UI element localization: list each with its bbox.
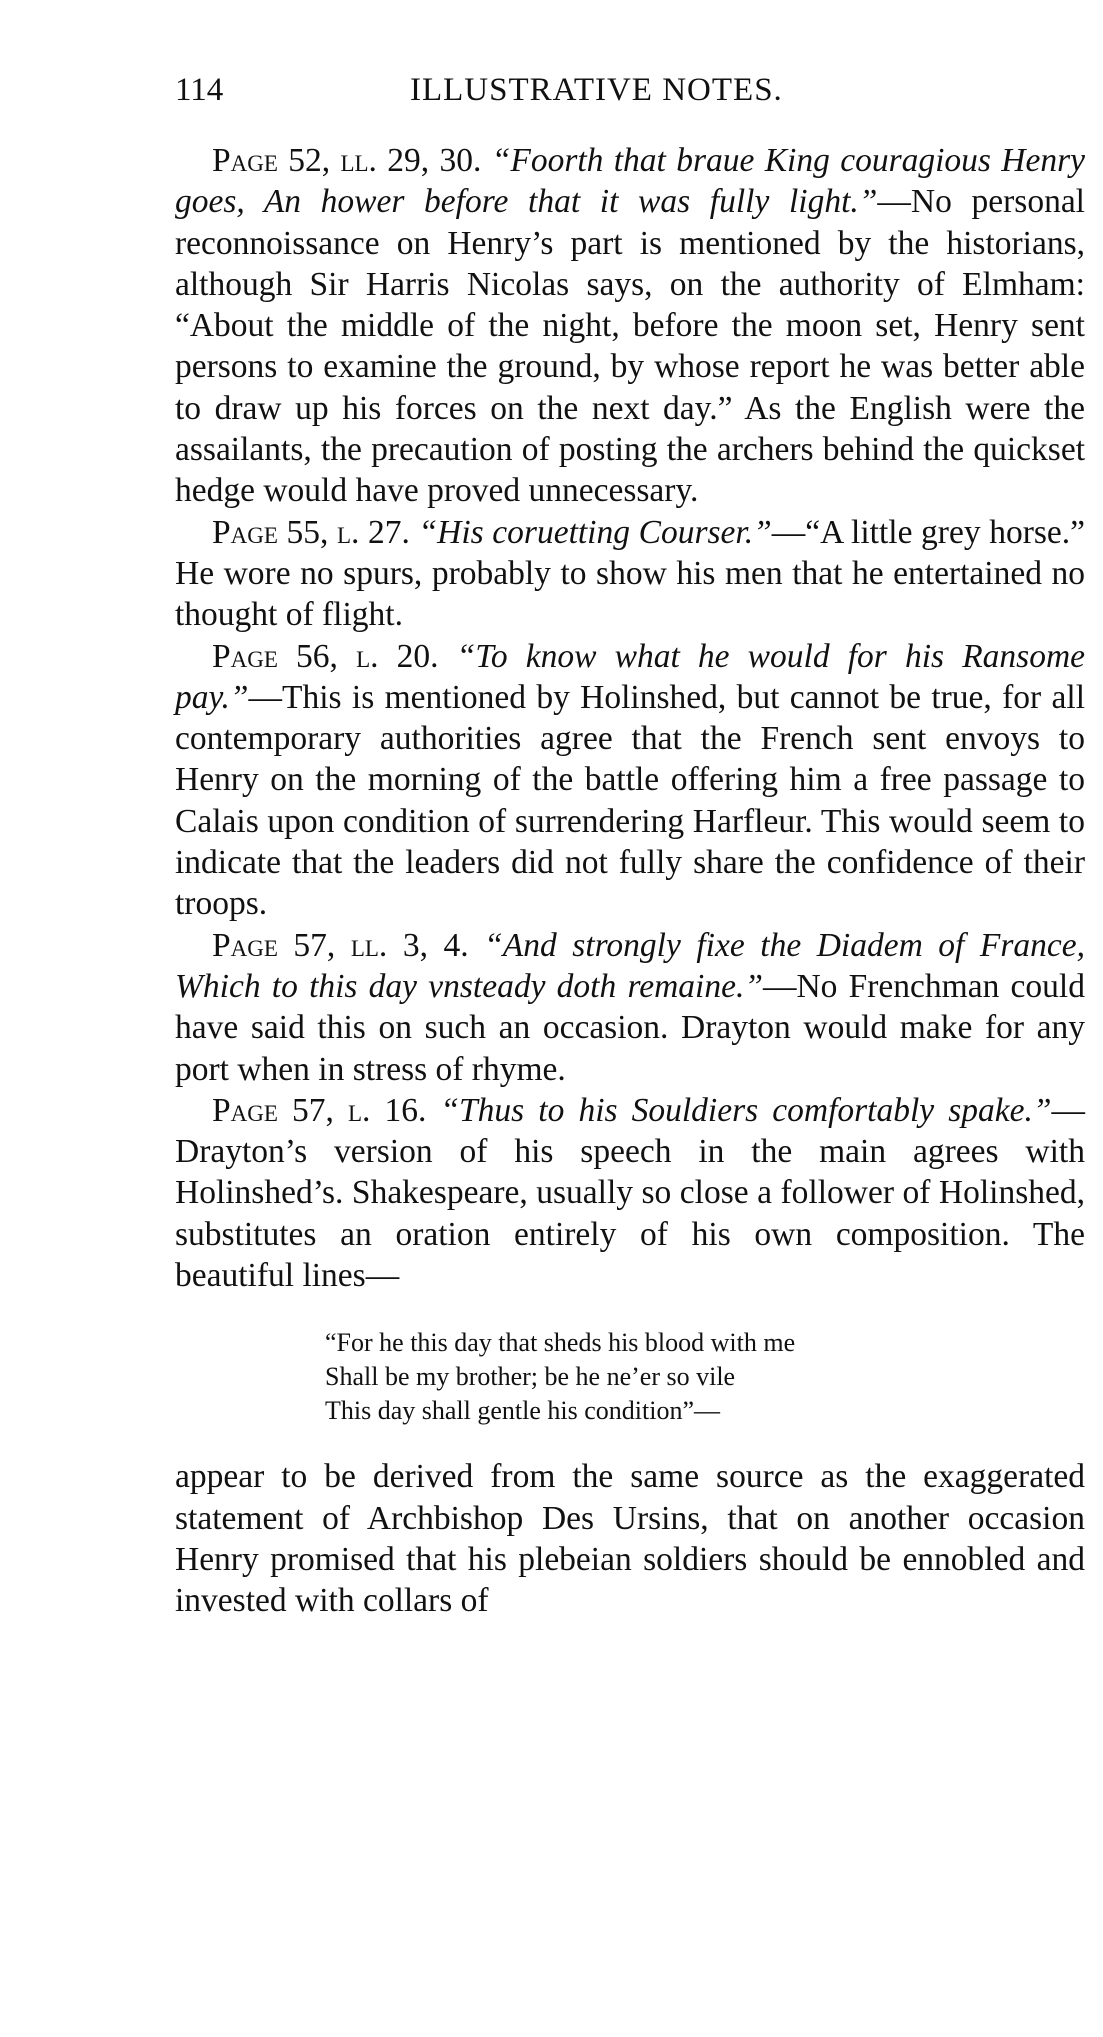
note-quote: “His coruetting Courser.” bbox=[418, 513, 772, 551]
page-body bbox=[175, 140, 1085, 1622]
note-paragraph bbox=[175, 1090, 1085, 1296]
note-reference: Page 52, ll. 29, 30. bbox=[212, 142, 482, 179]
note-quote: “And strongly fixe the Diadem of France, Which to this day vnsteady doth remaine.” bbox=[175, 926, 1086, 1005]
note-paragraph bbox=[175, 512, 1085, 636]
running-title: ILLUSTRATIVE NOTES. bbox=[410, 72, 783, 108]
verse-line: “For he this day that sheds his blood with me bbox=[325, 1328, 796, 1358]
note-paragraph bbox=[175, 140, 1085, 512]
note-reference: Page 55, l. 27. bbox=[212, 513, 410, 551]
note-text: —No Frenchman could have said this on such an occasion. Drayton would make for any port when in stress of rhyme. bbox=[175, 967, 1085, 1088]
note-quote: “Thus to his Souldiers comfortably spake.” bbox=[440, 1091, 1052, 1129]
note-reference: Page 57, ll. 3, 4. bbox=[212, 926, 469, 964]
page-number: 114 bbox=[175, 72, 224, 108]
verse-line: This day shall gentle his condition”— bbox=[325, 1396, 720, 1426]
running-header bbox=[175, 64, 1085, 116]
note-quote: “To know what he would for his Ransome pay.” bbox=[175, 637, 1086, 716]
continuation-block bbox=[175, 1456, 1085, 1621]
verse-line: Shall be my brother; be he ne’er so vile bbox=[325, 1362, 736, 1392]
verse-quotation bbox=[175, 1326, 1085, 1428]
note-text: —Drayton’s version of his speech in the main agrees with Holinshed’s. Shakespeare, usually so close a follower of Holinshed, substitutes an oration entirely of his own composition. The beautiful lines— bbox=[175, 1091, 1086, 1295]
note-reference: Page 56, l. 20. bbox=[212, 637, 439, 675]
note-paragraph bbox=[175, 925, 1085, 1090]
continuation-paragraph: appear to be derived from the same source as the exaggerated statement of Archbishop Des Ursins, that on another occasion Henry promised that his plebeian soldiers should be ennobled and invested with collars of bbox=[175, 1458, 1085, 1620]
note-text: —This is mentioned by Holinshed, but cannot be true, for all contemporary authorities agree that the French sent envoys to Henry on the morning of the battle offering him a free passage to Calais upon condition of surrendering Harfleur. This would seem to indicate that the leaders did not fully share the confidence of their troops. bbox=[175, 678, 1085, 923]
note-text: —No personal reconnoissance on Henry’s part is mentioned by the historians, although Sir Harris Nicolas says, on the authority of Elmham: “About the middle of the night, before the moon set, Henry sent persons to examine the ground, by whose report he was better able to draw up his forces on the next day.” As the English were the assailants, the precaution of posting the archers behind the quickset hedge would have proved unnecessary. bbox=[175, 183, 1085, 510]
note-paragraph bbox=[175, 636, 1085, 925]
note-text: —“A little grey horse.” He wore no spurs, probably to show his men that he entertained no thought of flight. bbox=[175, 513, 1085, 634]
note-reference: Page 57, l. 16. bbox=[212, 1091, 427, 1129]
note-quote: “Foorth that braue King couragious Henry goes, An hower before that it was fully light.” bbox=[175, 142, 1086, 221]
